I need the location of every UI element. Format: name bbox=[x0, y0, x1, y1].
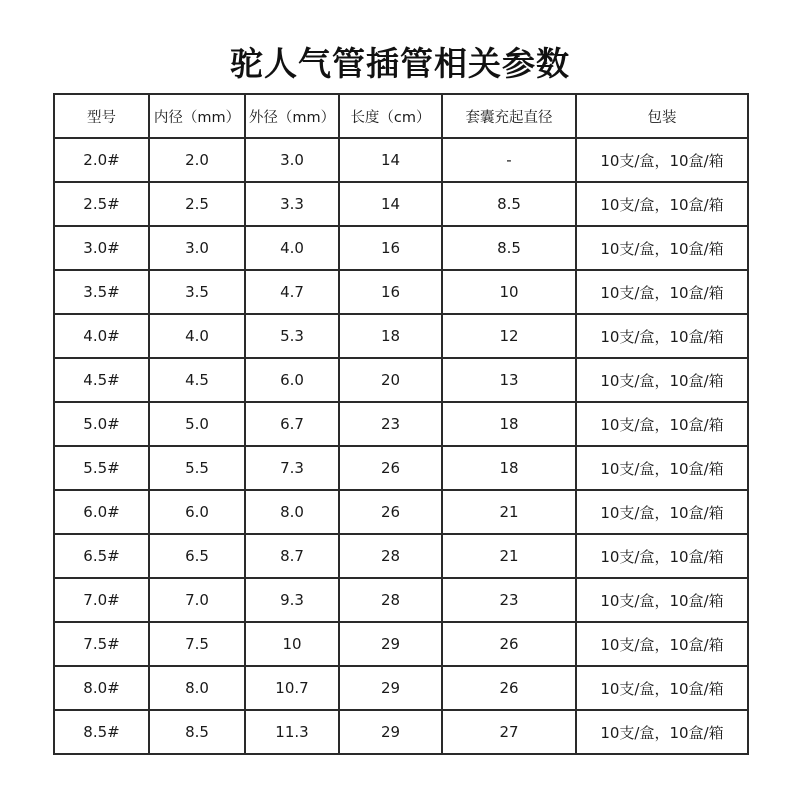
cell-cuff-diameter: 12 bbox=[442, 314, 576, 358]
table-row bbox=[54, 314, 748, 358]
cell-packaging: 10支/盒，10盒/箱 bbox=[576, 314, 748, 358]
cell-length: 23 bbox=[339, 402, 442, 446]
cell-length: 16 bbox=[339, 270, 442, 314]
cell-model: 5.5# bbox=[54, 446, 149, 490]
table-row bbox=[54, 358, 748, 402]
table-row bbox=[54, 270, 748, 314]
cell-inner-diameter: 8.5 bbox=[149, 710, 245, 754]
cell-cuff-diameter: 21 bbox=[442, 490, 576, 534]
cell-model: 2.5# bbox=[54, 182, 149, 226]
cell-cuff-diameter: 18 bbox=[442, 402, 576, 446]
cell-outer-diameter: 6.0 bbox=[245, 358, 339, 402]
cell-cuff-diameter: 8.5 bbox=[442, 226, 576, 270]
cell-packaging: 10支/盒，10盒/箱 bbox=[576, 138, 748, 182]
cell-cuff-diameter: 23 bbox=[442, 578, 576, 622]
cell-packaging: 10支/盒，10盒/箱 bbox=[576, 446, 748, 490]
cell-length: 20 bbox=[339, 358, 442, 402]
cell-packaging: 10支/盒，10盒/箱 bbox=[576, 182, 748, 226]
cell-outer-diameter: 5.3 bbox=[245, 314, 339, 358]
cell-cuff-diameter: 21 bbox=[442, 534, 576, 578]
header-inner-diameter: 内径（mm） bbox=[149, 94, 245, 138]
cell-model: 7.5# bbox=[54, 622, 149, 666]
table-row bbox=[54, 490, 748, 534]
table-row bbox=[54, 182, 748, 226]
cell-inner-diameter: 7.5 bbox=[149, 622, 245, 666]
cell-packaging: 10支/盒，10盒/箱 bbox=[576, 226, 748, 270]
cell-inner-diameter: 7.0 bbox=[149, 578, 245, 622]
cell-inner-diameter: 4.5 bbox=[149, 358, 245, 402]
spec-table bbox=[53, 93, 749, 755]
cell-length: 16 bbox=[339, 226, 442, 270]
page-title: 驼人气管插管相关参数 bbox=[230, 44, 570, 83]
cell-model: 8.5# bbox=[54, 710, 149, 754]
cell-model: 3.5# bbox=[54, 270, 149, 314]
header-model: 型号 bbox=[54, 94, 149, 138]
cell-length: 29 bbox=[339, 622, 442, 666]
cell-model: 8.0# bbox=[54, 666, 149, 710]
cell-packaging: 10支/盒，10盒/箱 bbox=[576, 358, 748, 402]
cell-length: 18 bbox=[339, 314, 442, 358]
cell-length: 28 bbox=[339, 578, 442, 622]
cell-inner-diameter: 3.0 bbox=[149, 226, 245, 270]
cell-packaging: 10支/盒，10盒/箱 bbox=[576, 666, 748, 710]
cell-model: 3.0# bbox=[54, 226, 149, 270]
cell-outer-diameter: 3.0 bbox=[245, 138, 339, 182]
cell-length: 14 bbox=[339, 138, 442, 182]
cell-inner-diameter: 5.0 bbox=[149, 402, 245, 446]
cell-model: 2.0# bbox=[54, 138, 149, 182]
cell-inner-diameter: 3.5 bbox=[149, 270, 245, 314]
table-header bbox=[54, 94, 748, 138]
header-packaging: 包装 bbox=[576, 94, 748, 138]
cell-outer-diameter: 7.3 bbox=[245, 446, 339, 490]
cell-cuff-diameter: 27 bbox=[442, 710, 576, 754]
cell-length: 29 bbox=[339, 710, 442, 754]
cell-cuff-diameter: 13 bbox=[442, 358, 576, 402]
cell-outer-diameter: 6.7 bbox=[245, 402, 339, 446]
cell-packaging: 10支/盒，10盒/箱 bbox=[576, 622, 748, 666]
table-body bbox=[54, 138, 748, 754]
cell-packaging: 10支/盒，10盒/箱 bbox=[576, 402, 748, 446]
cell-cuff-diameter: 18 bbox=[442, 446, 576, 490]
cell-outer-diameter: 9.3 bbox=[245, 578, 339, 622]
table-row bbox=[54, 226, 748, 270]
cell-outer-diameter: 3.3 bbox=[245, 182, 339, 226]
header-row bbox=[54, 94, 748, 138]
table-row bbox=[54, 534, 748, 578]
cell-length: 29 bbox=[339, 666, 442, 710]
cell-inner-diameter: 6.5 bbox=[149, 534, 245, 578]
cell-packaging: 10支/盒，10盒/箱 bbox=[576, 534, 748, 578]
cell-outer-diameter: 10 bbox=[245, 622, 339, 666]
cell-model: 6.5# bbox=[54, 534, 149, 578]
cell-model: 7.0# bbox=[54, 578, 149, 622]
cell-length: 14 bbox=[339, 182, 442, 226]
cell-cuff-diameter: 26 bbox=[442, 666, 576, 710]
cell-cuff-diameter: 10 bbox=[442, 270, 576, 314]
table-row bbox=[54, 138, 748, 182]
cell-outer-diameter: 8.7 bbox=[245, 534, 339, 578]
header-cuff-diameter: 套囊充起直径 bbox=[442, 94, 576, 138]
table-row bbox=[54, 402, 748, 446]
cell-inner-diameter: 8.0 bbox=[149, 666, 245, 710]
cell-packaging: 10支/盒，10盒/箱 bbox=[576, 270, 748, 314]
cell-model: 5.0# bbox=[54, 402, 149, 446]
cell-outer-diameter: 11.3 bbox=[245, 710, 339, 754]
cell-packaging: 10支/盒，10盒/箱 bbox=[576, 490, 748, 534]
table-row bbox=[54, 446, 748, 490]
cell-packaging: 10支/盒，10盒/箱 bbox=[576, 710, 748, 754]
cell-inner-diameter: 2.5 bbox=[149, 182, 245, 226]
cell-model: 6.0# bbox=[54, 490, 149, 534]
cell-inner-diameter: 6.0 bbox=[149, 490, 245, 534]
cell-inner-diameter: 2.0 bbox=[149, 138, 245, 182]
cell-length: 26 bbox=[339, 490, 442, 534]
cell-cuff-diameter: 26 bbox=[442, 622, 576, 666]
cell-cuff-diameter: 8.5 bbox=[442, 182, 576, 226]
header-length: 长度（cm） bbox=[339, 94, 442, 138]
cell-outer-diameter: 4.0 bbox=[245, 226, 339, 270]
cell-length: 28 bbox=[339, 534, 442, 578]
table-row bbox=[54, 666, 748, 710]
cell-length: 26 bbox=[339, 446, 442, 490]
table-row bbox=[54, 710, 748, 754]
table-row bbox=[54, 622, 748, 666]
cell-inner-diameter: 4.0 bbox=[149, 314, 245, 358]
cell-outer-diameter: 8.0 bbox=[245, 490, 339, 534]
table-row bbox=[54, 578, 748, 622]
cell-outer-diameter: 4.7 bbox=[245, 270, 339, 314]
cell-model: 4.5# bbox=[54, 358, 149, 402]
cell-outer-diameter: 10.7 bbox=[245, 666, 339, 710]
cell-inner-diameter: 5.5 bbox=[149, 446, 245, 490]
cell-packaging: 10支/盒，10盒/箱 bbox=[576, 578, 748, 622]
cell-model: 4.0# bbox=[54, 314, 149, 358]
cell-cuff-diameter: - bbox=[442, 138, 576, 182]
header-outer-diameter: 外径（mm） bbox=[245, 94, 339, 138]
